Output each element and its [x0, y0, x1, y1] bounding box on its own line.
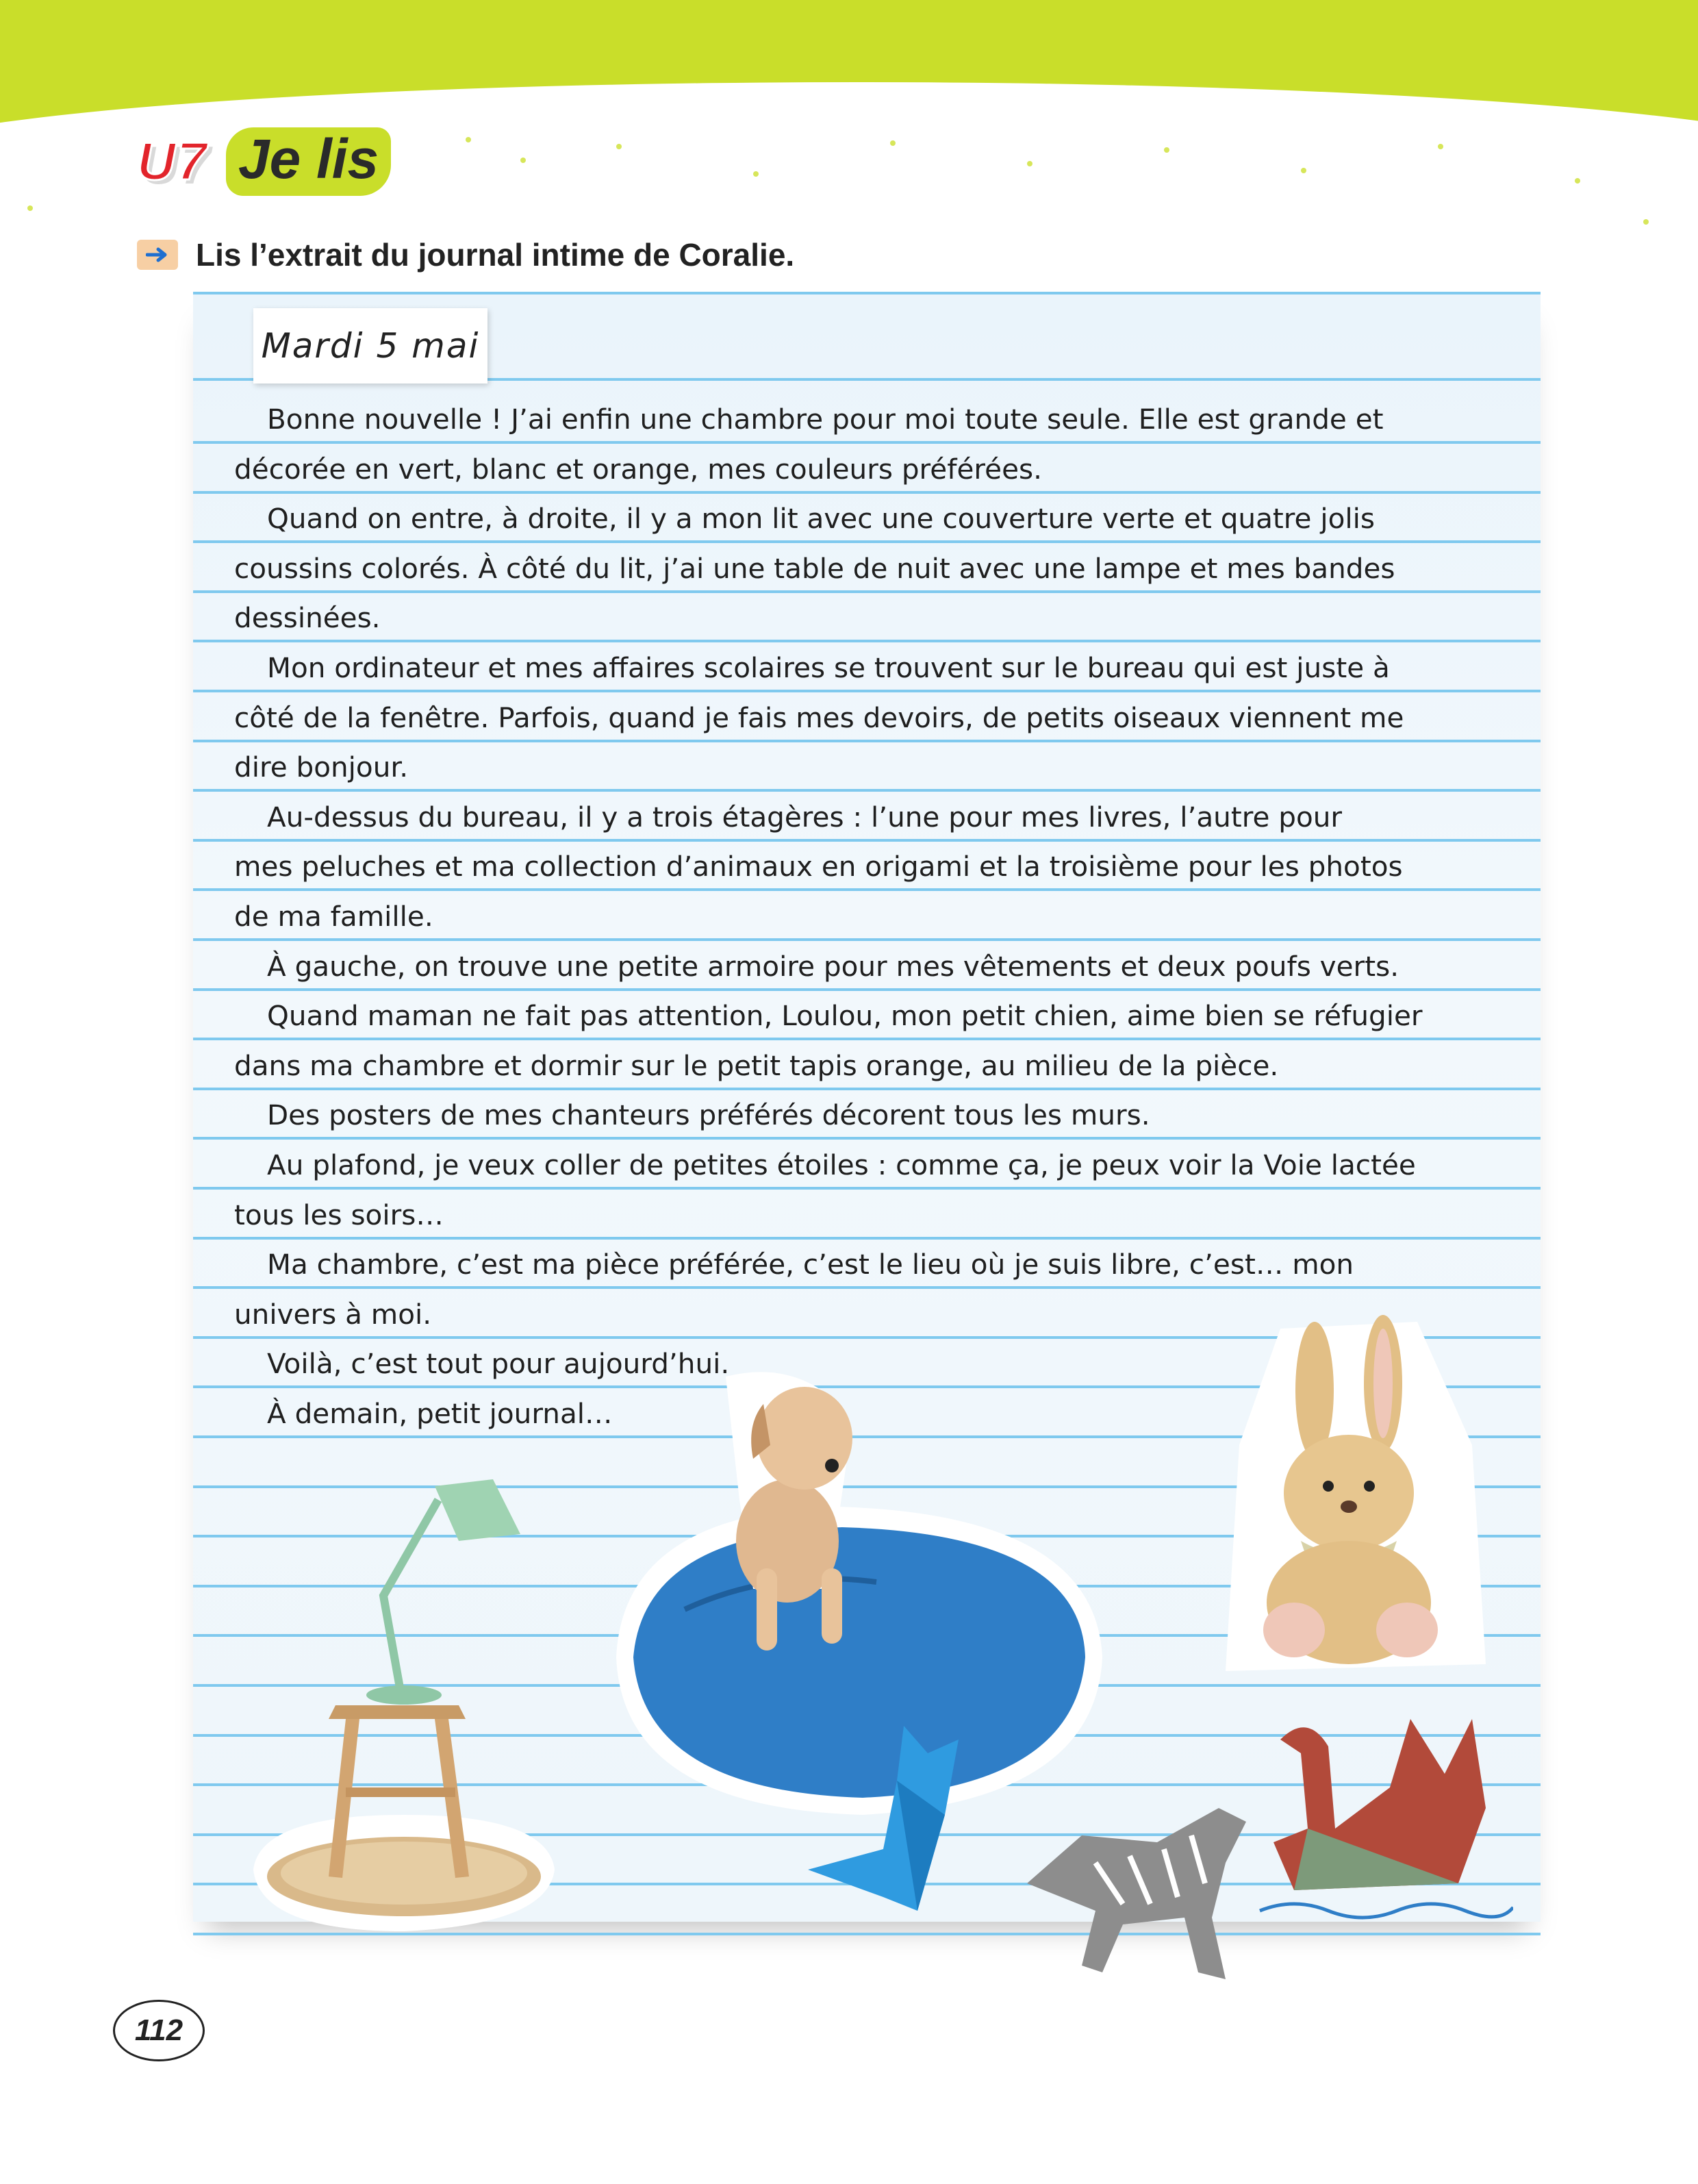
journal-line [234, 593, 1480, 643]
journal-line [234, 1140, 1480, 1190]
instruction-text: Lis l’extrait du journal intime de Coralie. [196, 237, 795, 273]
instruction [137, 236, 794, 273]
journal-line [234, 1090, 1480, 1140]
journal-line-text: Bonne nouvelle ! J’ai enfin une chambre pour moi toute seule. Elle est grande et [267, 403, 1384, 436]
journal-line-text: côté de la fenêtre. Parfois, quand je fais mes devoirs, de petits oiseaux viennent me [234, 701, 1404, 734]
journal-line [234, 1041, 1480, 1091]
journal-line-text: Quand maman ne fait pas attention, Loulou, mon petit chien, aime bien se réfugier [267, 999, 1423, 1033]
plush-bunny [1212, 1308, 1499, 1692]
unit-label: U7 [137, 131, 208, 191]
journal-line [234, 991, 1480, 1041]
journal-text [234, 394, 1480, 1438]
journal-line-text: Mon ordinateur et mes affaires scolaires se trouvent sur le bureau qui est juste à [267, 651, 1390, 684]
date-label [253, 308, 487, 384]
journal-line [234, 892, 1480, 942]
journal-line [234, 643, 1480, 693]
journal-line [234, 842, 1480, 892]
journal-line [234, 394, 1480, 444]
journal-line-text: dire bonjour. [234, 751, 409, 784]
journal-line-text: dessinées. [234, 601, 381, 635]
journal-line [234, 942, 1480, 992]
origami-swan [1253, 1705, 1513, 1924]
journal-line-text: mes peluches et ma collection d’animaux en origami et la troisième pour les photos [234, 850, 1403, 883]
journal-line-text: univers à moi. [234, 1297, 432, 1331]
journal-line-text: Quand on entre, à droite, il y a mon lit avec une couverture verte et quatre jolis [267, 502, 1375, 536]
journal-line [234, 494, 1480, 544]
journal-line [234, 1240, 1480, 1290]
journal-line-text: À gauche, on trouve une petite armoire pour mes vêtements et deux poufs verts. [267, 949, 1399, 983]
origami-seal [801, 1712, 1006, 1918]
journal-line [234, 544, 1480, 594]
journal-line [234, 742, 1480, 792]
journal-line-text: À demain, petit journal… [267, 1396, 613, 1430]
journal-line-text: coussins colorés. À côté du lit, j’ai une table de nuit avec une lampe et mes bandes [234, 551, 1395, 585]
journal-line [234, 1190, 1480, 1240]
journal-line-text: Au-dessus du bureau, il y a trois étagères : l’une pour mes livres, l’autre pour [267, 800, 1343, 833]
page-number: 112 [113, 2000, 205, 2061]
section-title: Je lis [226, 127, 391, 196]
journal-line-text: Des posters de mes chanteurs préférés décorent tous les murs. [267, 1099, 1150, 1132]
journal-line-text: Voilà, c’est tout pour aujourd’hui. [267, 1347, 730, 1381]
journal-line-text: Au plafond, je veux coller de petites étoiles : comme ça, je peux voir la Voie lactée [267, 1148, 1416, 1181]
journal-line-text: décorée en vert, blanc et orange, mes couleurs préférées. [234, 452, 1042, 486]
arrow-right-icon [137, 240, 178, 270]
journal-line-text: tous les soirs… [234, 1198, 444, 1231]
journal-line [234, 792, 1480, 842]
desk-lamp-on-stool [233, 1459, 575, 1938]
journal-line [234, 693, 1480, 743]
origami-zebra [1020, 1781, 1280, 1986]
journal-line-text: de ma famille. [234, 899, 433, 933]
ruled-line [193, 292, 1541, 294]
journal-line-text: Ma chambre, c’est ma pièce préférée, c’est le lieu où je suis libre, c’est… mon [267, 1248, 1354, 1281]
journal-line [234, 444, 1480, 494]
journal-line-text: dans ma chambre et dormir sur le petit tapis orange, au milieu de la pièce. [234, 1049, 1279, 1082]
journal-date: Mardi 5 mai [261, 326, 480, 366]
